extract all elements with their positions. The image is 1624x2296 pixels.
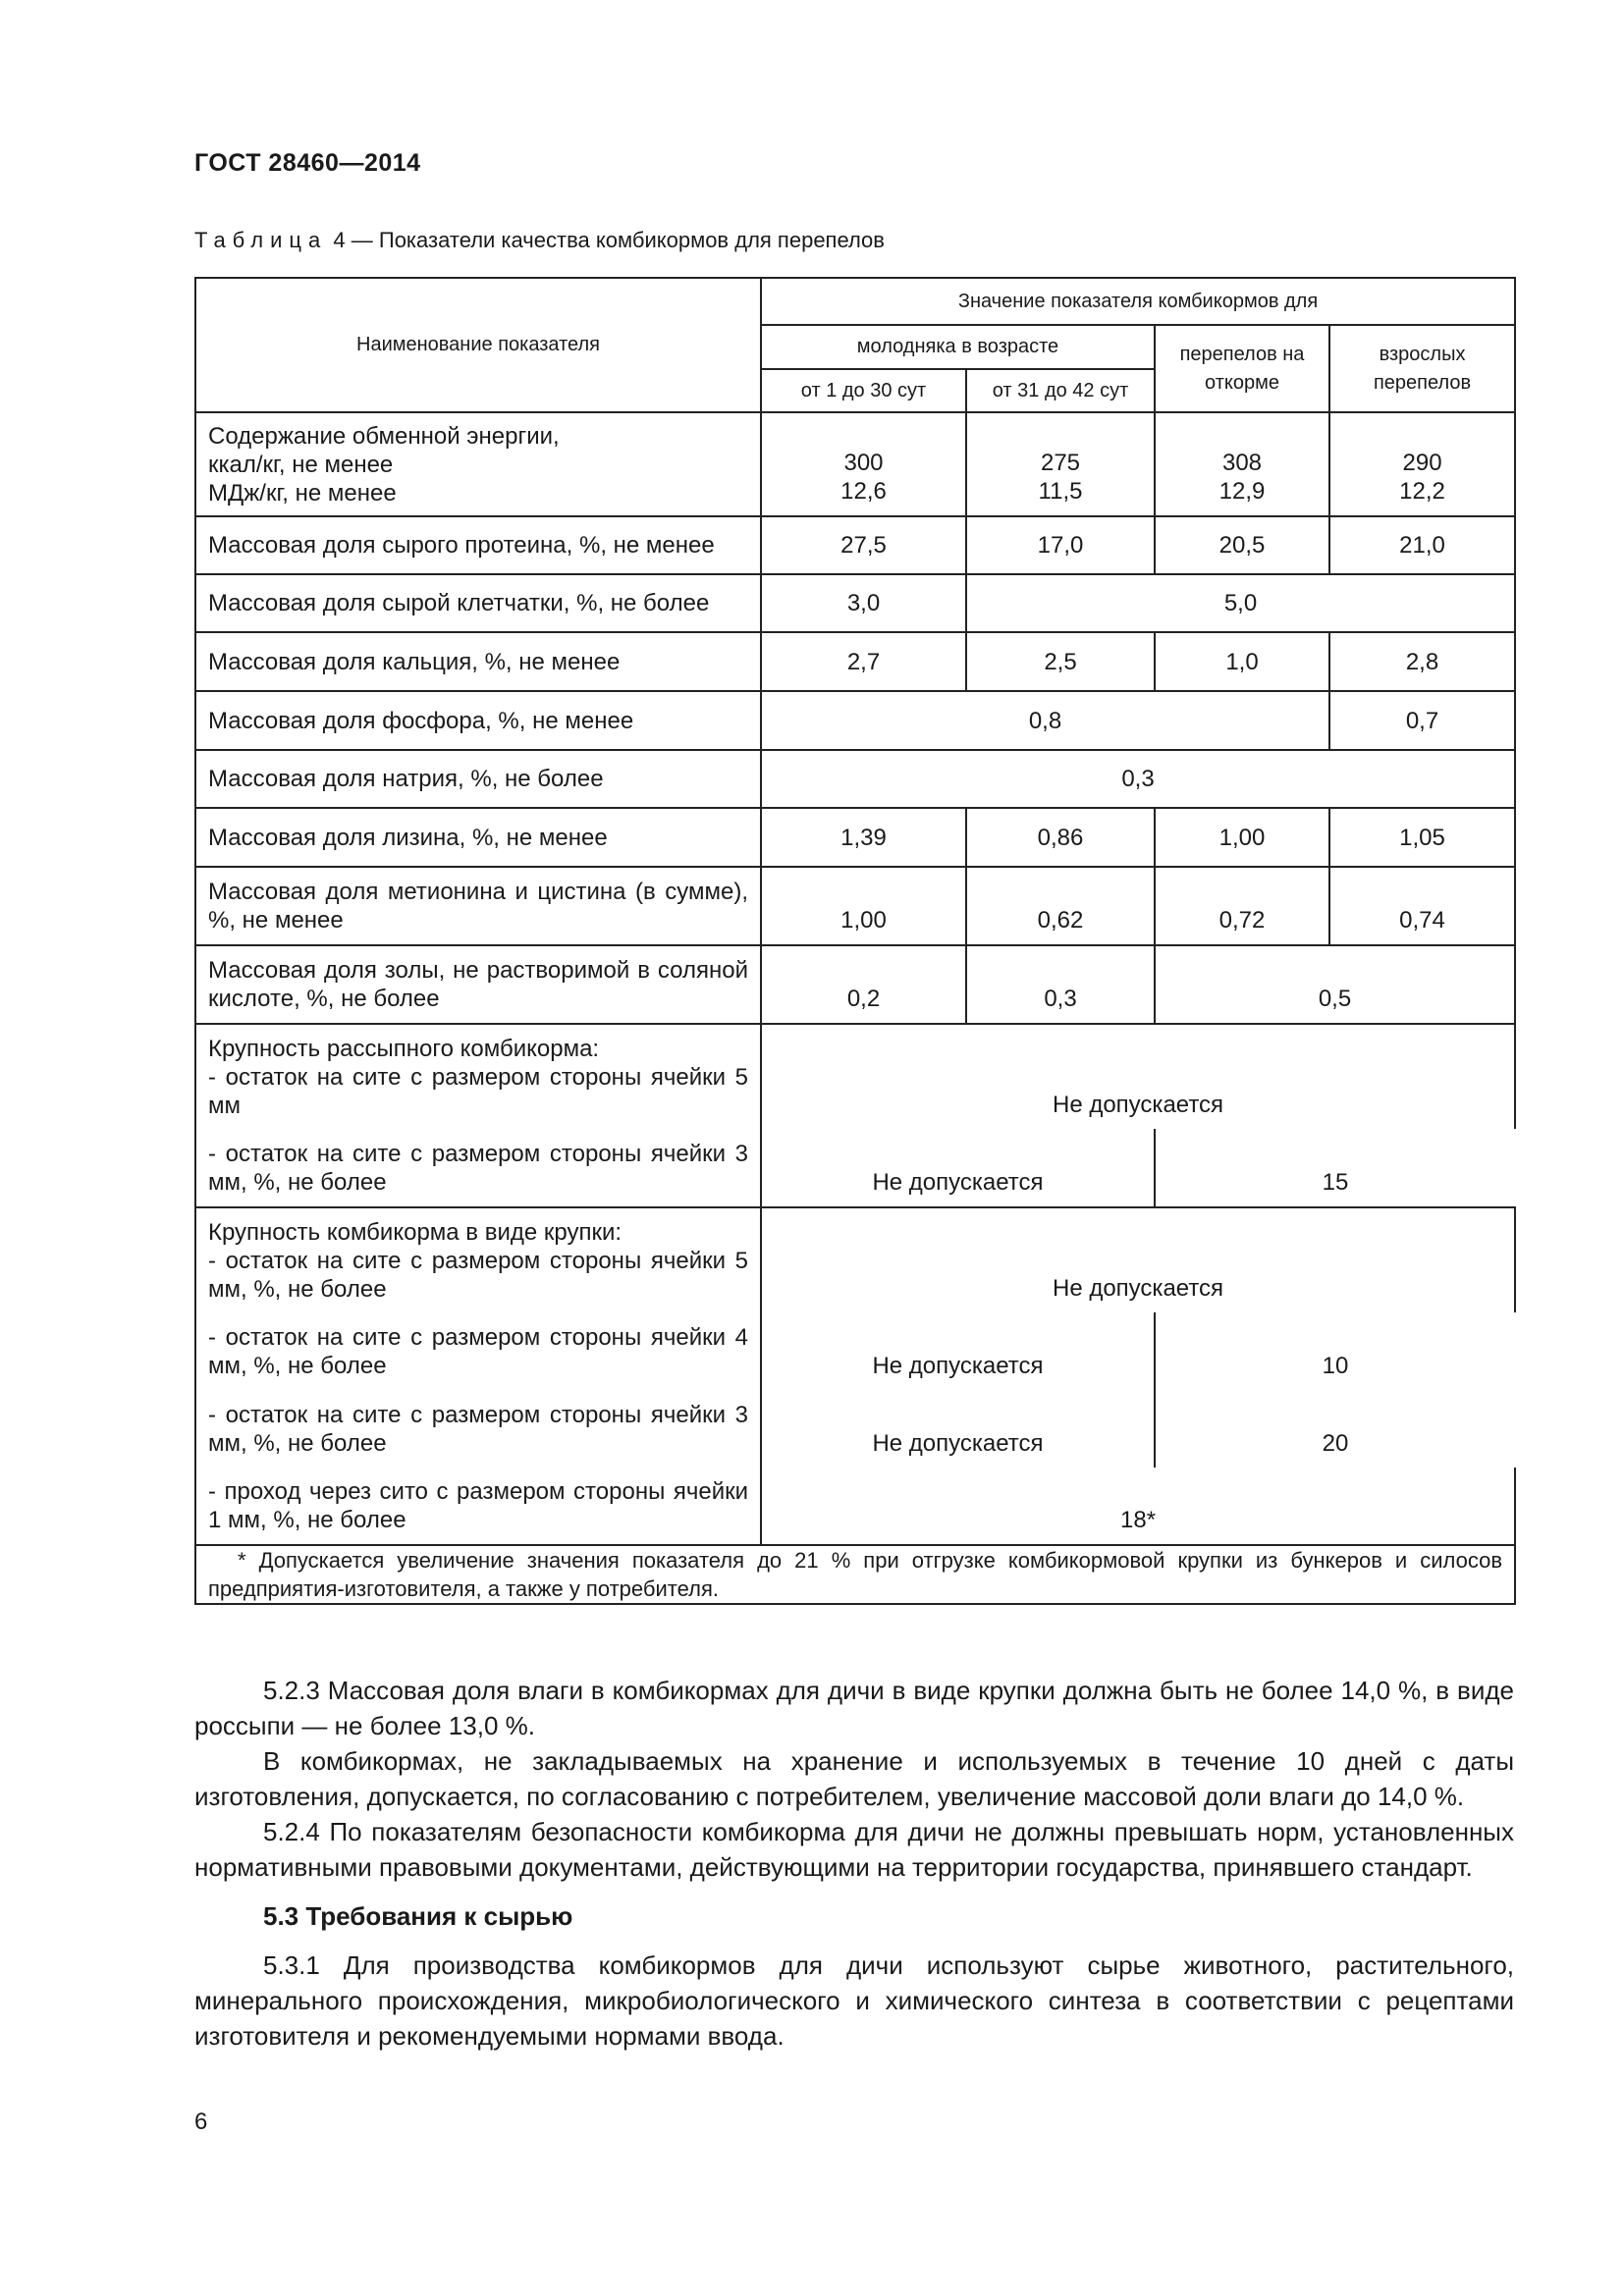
cell-crumb-5mm: Не допускается [761, 1207, 1515, 1312]
row-crumb-4mm-label: - остаток на сите с размером стороны ячейки 4 мм, %, не более [195, 1312, 761, 1390]
header-fattening: перепелов на откорме [1155, 325, 1329, 412]
cell-fiber-rest: 5,0 [966, 574, 1515, 632]
table-row [195, 1312, 1515, 1390]
header-indicator: Наименование показателя [195, 278, 761, 412]
row-crumb-3mm-label: - остаток на сите с размером стороны ячейки 3 мм, %, не более [195, 1390, 761, 1468]
quality-table [194, 277, 1516, 1605]
cell-ash-young2: 0,3 [966, 945, 1155, 1024]
paragraph-5-2-3: 5.2.3 Массовая доля влаги в комбикормах для дичи в виде крупки должна быть не более 14,0 %, в виде россыпи — не более 13,0 %. [194, 1676, 1514, 1740]
row-crumb-label: Крупность комбикорма в виде крупки: - остаток на сите с размером стороны ячейки 5 мм, %, не более [195, 1207, 761, 1312]
caption-number: 4 [333, 228, 346, 252]
table-row [195, 691, 1515, 750]
cell-crumb-3mm-young: Не допускается [761, 1390, 1155, 1468]
table-row [195, 574, 1515, 632]
cell-loose-3mm-other: 15 [1155, 1129, 1515, 1207]
cell-phosphorus-123: 0,8 [761, 691, 1329, 750]
header-young-31-42: от 31 до 42 сут [966, 369, 1155, 412]
cell-calcium-young1: 2,7 [761, 632, 966, 691]
cell-protein-adult: 21,0 [1329, 516, 1515, 574]
table-row [195, 1390, 1515, 1468]
cell-methionine-young1: 1,00 [761, 867, 966, 945]
cell-loose-3mm-young: Не допускается [761, 1129, 1155, 1207]
section-title-5-3: 5.3 Требования к сырью [263, 1901, 573, 1931]
row-fiber-label: Массовая доля сырой клетчатки, %, не более [195, 574, 761, 632]
paragraph-5-3-1: 5.3.1 Для производства комбикормов для дичи используют сырье животного, растительного, минерального происхождения, микробиологического и химического синтеза в соответствии с рецептами изготовителя и рекомендуемыми нормами ввода. [194, 1950, 1514, 2051]
cell-loose-5mm: Не допускается [761, 1024, 1515, 1129]
body-text [194, 1673, 1514, 2054]
cell-energy-fattening: 308 12,9 [1155, 412, 1329, 516]
cell-ash-34: 0,5 [1155, 945, 1515, 1024]
row-crumb-1mm-label: - проход через сито с размером стороны ячейки 1 мм, %, не более [195, 1468, 761, 1545]
table-row [195, 867, 1515, 945]
caption-word: Таблица [194, 228, 328, 252]
cell-crumb-4mm-young: Не допускается [761, 1312, 1155, 1390]
row-calcium-label: Массовая доля кальция, %, не менее [195, 632, 761, 691]
document-code: ГОСТ 28460—2014 [194, 149, 421, 177]
cell-calcium-young2: 2,5 [966, 632, 1155, 691]
row-lysine-label: Массовая доля лизина, %, не менее [195, 808, 761, 867]
header-young: молодняка в возрасте [761, 325, 1155, 369]
cell-phosphorus-adult: 0,7 [1329, 691, 1515, 750]
table-caption [194, 228, 885, 253]
row-protein-label: Массовая доля сырого протеина, %, не менее [195, 516, 761, 574]
cell-lysine-fattening: 1,00 [1155, 808, 1329, 867]
table-row [195, 945, 1515, 1024]
row-methionine-label: Массовая доля метионина и цистина (в сумме), %, не менее [195, 867, 761, 945]
cell-methionine-fattening: 0,72 [1155, 867, 1329, 945]
row-energy-label: Содержание обменной энергии, ккал/кг, не менее МДж/кг, не менее [195, 412, 761, 516]
cell-lysine-young1: 1,39 [761, 808, 966, 867]
caption-text: — Показатели качества комбикормов для перепелов [351, 228, 885, 252]
table-row [195, 412, 1515, 516]
cell-sodium-all: 0,3 [761, 750, 1515, 808]
table-row [195, 516, 1515, 574]
cell-protein-young1: 27,5 [761, 516, 966, 574]
cell-crumb-3mm-other: 20 [1155, 1390, 1515, 1468]
header-value-group: Значение показателя комбикормов для [761, 278, 1515, 325]
page-number: 6 [194, 2109, 208, 2135]
header-young-1-30: от 1 до 30 сут [761, 369, 966, 412]
cell-lysine-adult: 1,05 [1329, 808, 1515, 867]
paragraph-moisture: В комбикормах, не закладываемых на хранение и используемых в течение 10 дней с даты изготовления, допускается, по согласованию с потребителем, увеличение массовой доли влаги до 14,0 %. [194, 1746, 1514, 1811]
cell-calcium-fattening: 1,0 [1155, 632, 1329, 691]
cell-crumb-1mm: 18* [761, 1468, 1515, 1545]
table-row [195, 1207, 1515, 1312]
table-footnote: * Допускается увеличение значения показателя до 21 % при отгрузке комбикормовой крупки из бункеров и силосов предприятия-изготовителя, а также у потребителя. [195, 1545, 1515, 1604]
row-sodium-label: Массовая доля натрия, %, не более [195, 750, 761, 808]
cell-ash-young1: 0,2 [761, 945, 966, 1024]
table-row [195, 808, 1515, 867]
cell-crumb-4mm-other: 10 [1155, 1312, 1515, 1390]
cell-energy-young1: 300 12,6 [761, 412, 966, 516]
table-row [195, 750, 1515, 808]
cell-energy-adult: 290 12,2 [1329, 412, 1515, 516]
cell-lysine-young2: 0,86 [966, 808, 1155, 867]
header-adult: взрослых перепелов [1329, 325, 1515, 412]
row-phosphorus-label: Массовая доля фосфора, %, не менее [195, 691, 761, 750]
paragraph-5-2-4: 5.2.4 По показателям безопасности комбикорма для дичи не должны превышать норм, установленных нормативными правовыми документами, действующими на территории государства, принявшего стандарт. [194, 1817, 1514, 1882]
table-row [195, 632, 1515, 691]
cell-methionine-adult: 0,74 [1329, 867, 1515, 945]
table-row [195, 1024, 1515, 1129]
cell-protein-fattening: 20,5 [1155, 516, 1329, 574]
row-loose-3mm-label: - остаток на сите с размером стороны ячейки 3 мм, %, не более [195, 1129, 761, 1207]
table-row [195, 1129, 1515, 1207]
row-ash-label: Массовая доля золы, не растворимой в соляной кислоте, %, не более [195, 945, 761, 1024]
table-row [195, 1468, 1515, 1545]
cell-calcium-adult: 2,8 [1329, 632, 1515, 691]
cell-energy-young2: 275 11,5 [966, 412, 1155, 516]
table-footnote-row [195, 1545, 1515, 1604]
cell-fiber-young1: 3,0 [761, 574, 966, 632]
cell-methionine-young2: 0,62 [966, 867, 1155, 945]
row-loose-label: Крупность рассыпного комбикорма: - остаток на сите с размером стороны ячейки 5 мм [195, 1024, 761, 1129]
cell-protein-young2: 17,0 [966, 516, 1155, 574]
